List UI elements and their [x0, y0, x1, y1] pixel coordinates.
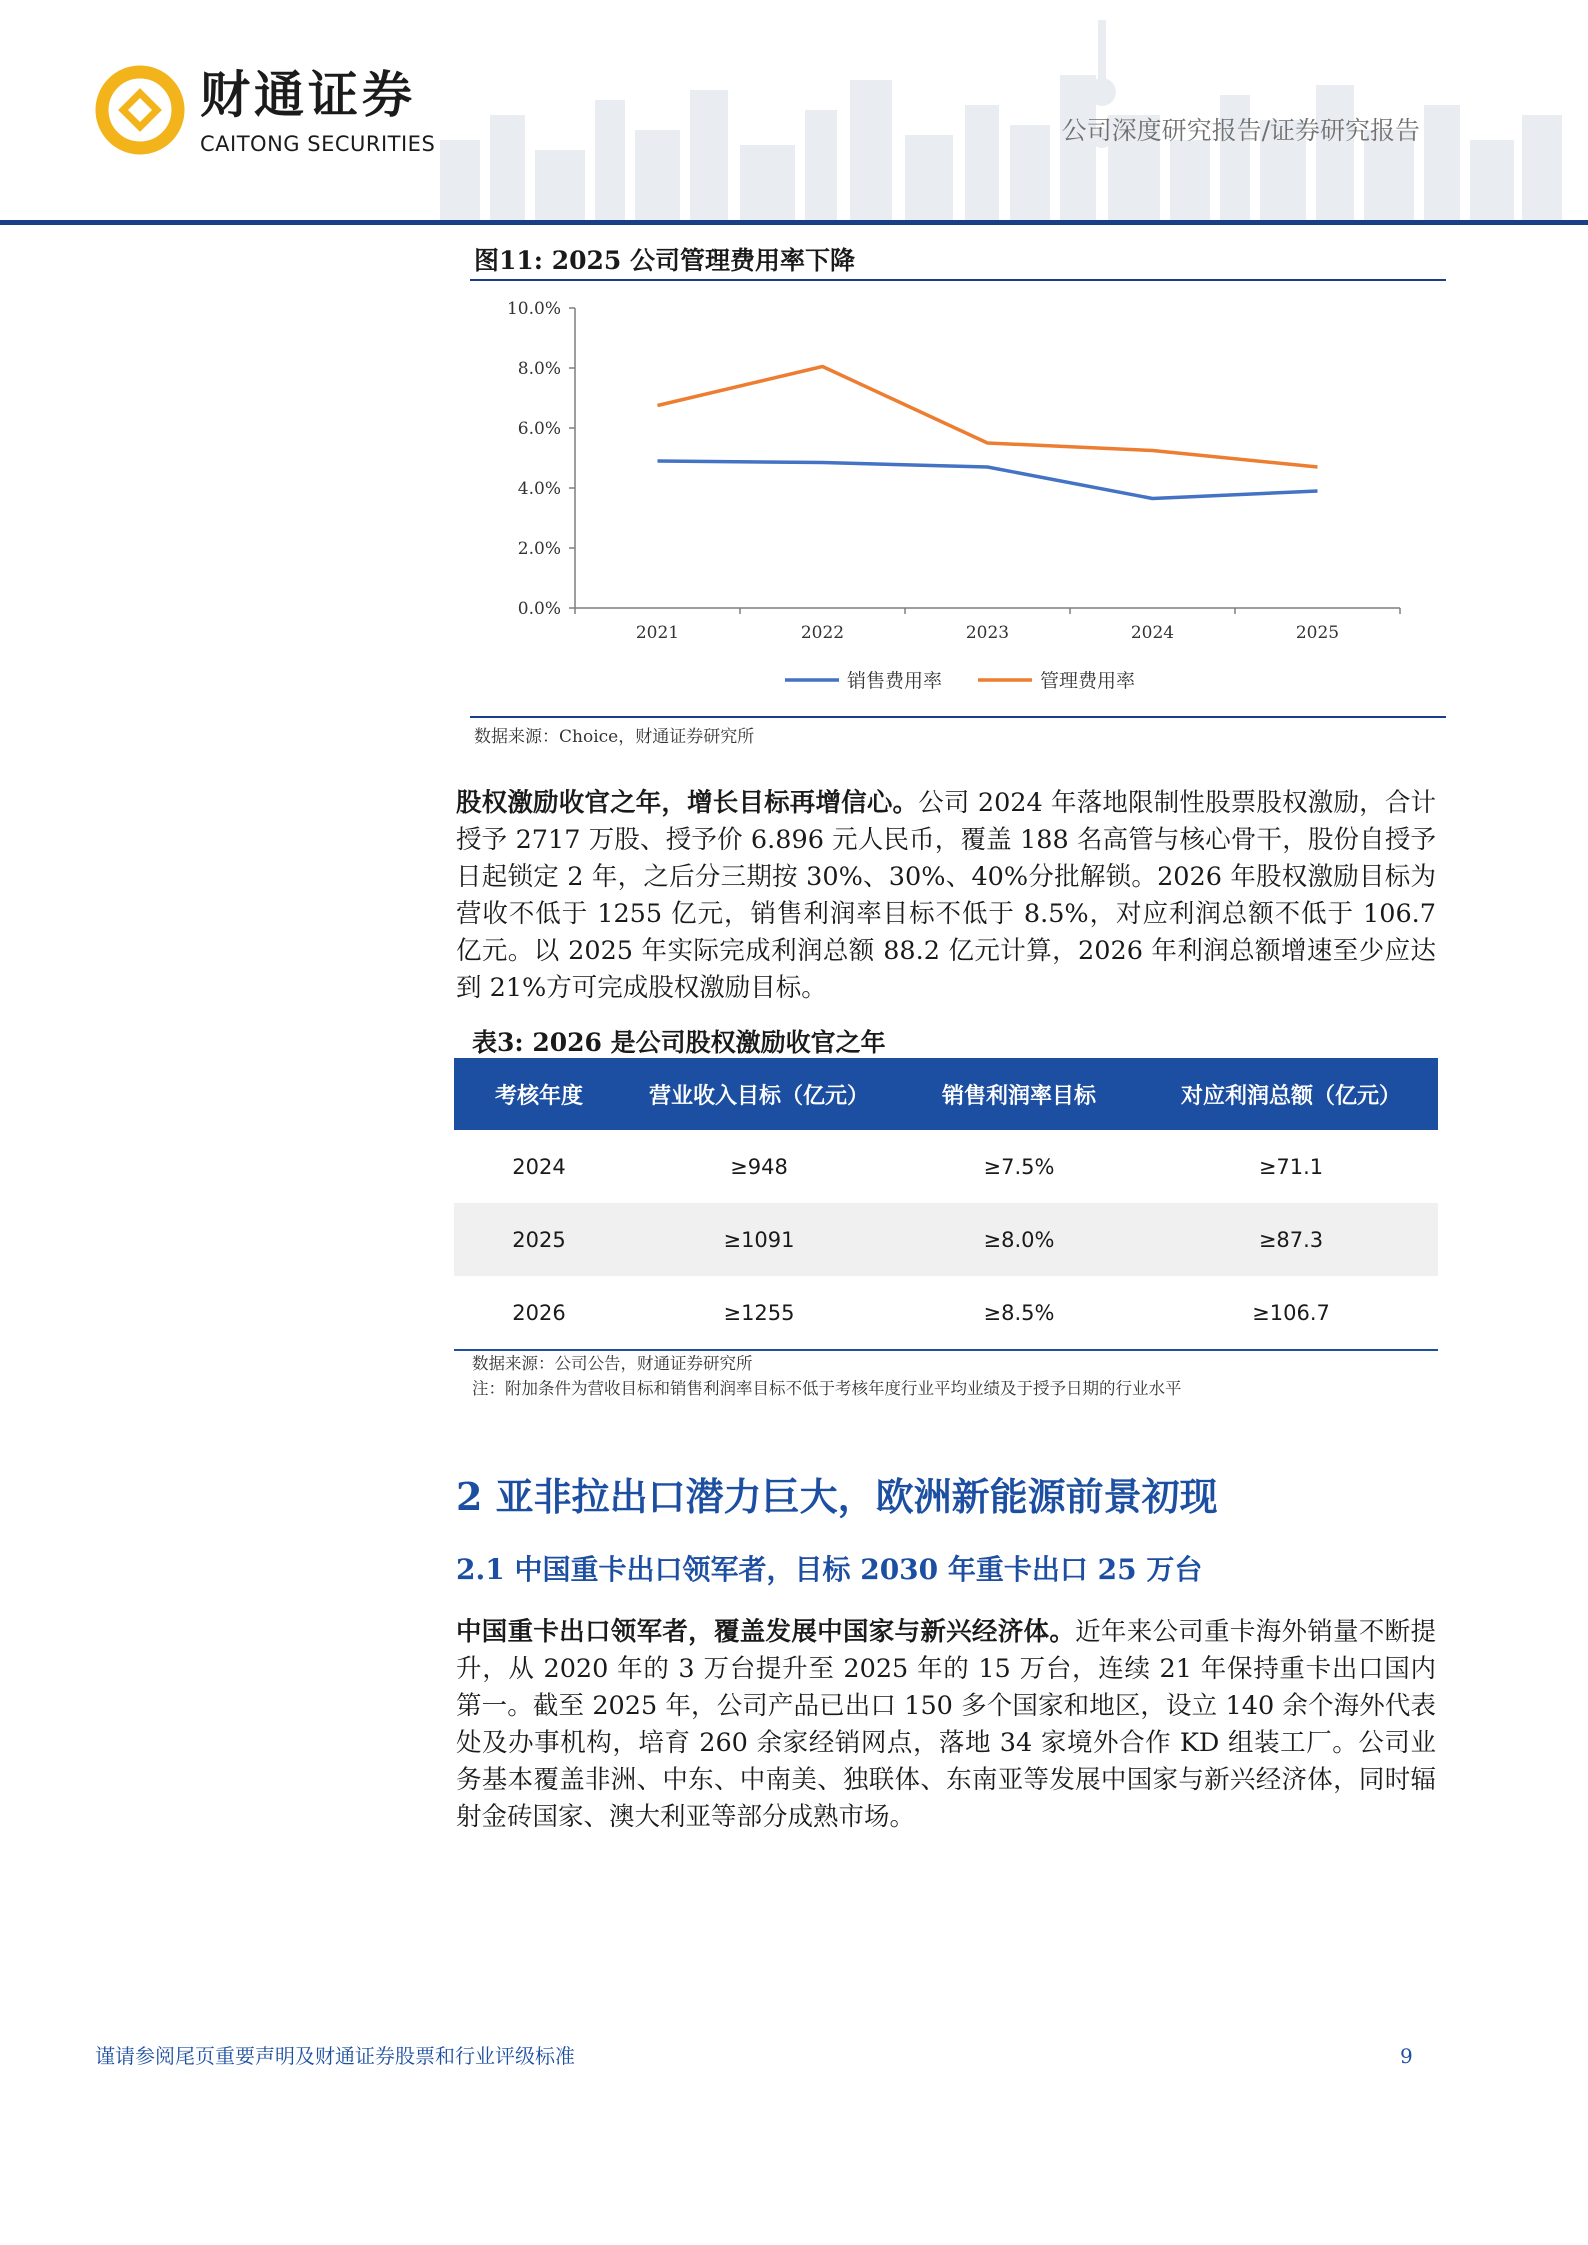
x-tick-label: 2025 — [1295, 623, 1340, 643]
table-note: 注：附加条件为营收目标和销售利润率目标不低于考核年度行业平均业绩及于授予日期的行业水平 — [472, 1379, 1182, 1398]
caitong-logo-icon — [92, 62, 188, 158]
section-heading: 2 亚非拉出口潜力巨大，欧洲新能源前景初现 — [456, 1474, 1218, 1519]
subsection-heading: 2.1 中国重卡出口领军者，目标 2030 年重卡出口 25 万台 — [456, 1553, 1203, 1586]
table-cell: ≥8.5% — [983, 1300, 1055, 1325]
logo-english-text: CAITONG SECURITIES — [200, 132, 436, 156]
figure-top-rule — [470, 279, 1446, 281]
paragraph-export-leader — [456, 1614, 1436, 1836]
y-tick-label: 0.0% — [517, 599, 561, 619]
table-header-cell: 营业收入目标（亿元） — [624, 1058, 894, 1130]
table-header-cell: 考核年度 — [454, 1058, 624, 1130]
table-title: 表3: 2026 是公司股权激励收官之年 — [472, 1028, 886, 1057]
series-line-1 — [658, 461, 1318, 499]
y-tick-label: 2.0% — [517, 539, 561, 559]
paragraph-lead: 中国重卡出口领军者，覆盖发展中国家与新兴经济体。 — [456, 1617, 1076, 1647]
table-cell: ≥7.5% — [983, 1154, 1055, 1179]
x-tick-label: 2023 — [965, 623, 1010, 643]
table-cell: ≥8.0% — [894, 1203, 1144, 1276]
table-cell: ≥71.1 — [1258, 1154, 1324, 1179]
x-tick-label: 2022 — [800, 623, 845, 643]
table-cell: ≥87.3 — [1144, 1203, 1438, 1276]
incentive-target-table — [454, 1058, 1438, 1349]
paragraph-lead: 股权激励收官之年，增长目标再增信心。 — [456, 788, 919, 818]
table-source: 数据来源：公司公告，财通证券研究所 — [472, 1354, 753, 1373]
legend-label: 销售费用率 — [847, 670, 943, 692]
table-cell: ≥106.7 — [1252, 1300, 1330, 1325]
figure-title: 图11: 2025 公司管理费用率下降 — [474, 246, 856, 275]
table-cell: ≥948 — [730, 1154, 788, 1179]
y-tick-label: 6.0% — [517, 419, 561, 439]
paragraph-body: 近年来公司重卡海外销量不断提升，从 2020 年的 3 万台提升至 2025 年的 15 万台，连续 21 年保持重卡出口国内第一。截至 2025 年，公司产品已出口 150 多个国家和地区，设立 140 余个海外代表处及办事机构，培育 260 余家经销网点，落地 34 家境外合作 KD 组装工厂。公司业务基本覆盖非洲、中东、中南美、独联体、东南亚等发展中国家与新兴经济体，同时辐射金砖国家、澳大利亚等部分成熟市场。 — [456, 1617, 1436, 1832]
page-number: 9 — [1400, 2044, 1413, 2068]
table-header-cell: 对应利润总额（亿元） — [1144, 1058, 1438, 1130]
table-row — [454, 1203, 1438, 1276]
table-header-cell: 销售利润率目标 — [894, 1058, 1144, 1130]
table-cell: 2026 — [512, 1300, 566, 1325]
figure-source: 数据来源：Choice，财通证券研究所 — [474, 727, 755, 747]
table-bottom-rule — [454, 1349, 1438, 1351]
expense-ratio-line-chart — [470, 284, 1446, 714]
page-header — [0, 0, 1588, 230]
x-tick-label: 2024 — [1130, 623, 1175, 643]
header-divider — [0, 220, 1588, 225]
y-tick-label: 8.0% — [517, 359, 561, 379]
paragraph-equity-incentive — [456, 785, 1436, 1007]
footer-disclaimer: 谨请参阅尾页重要声明及财通证券股票和行业评级标准 — [95, 2044, 575, 2068]
y-tick-label: 10.0% — [506, 299, 561, 319]
legend-label: 管理费用率 — [1040, 670, 1136, 692]
x-tick-label: 2021 — [635, 623, 680, 643]
table-row — [454, 1276, 1438, 1349]
report-type-label: 公司深度研究报告/证券研究报告 — [1061, 116, 1420, 145]
series-line-2 — [658, 367, 1318, 468]
figure-bottom-rule — [470, 716, 1446, 718]
table-row — [454, 1130, 1438, 1203]
table-cell: ≥1255 — [723, 1300, 795, 1325]
table-cell: 2025 — [454, 1203, 624, 1276]
y-tick-label: 4.0% — [517, 479, 561, 499]
table-cell: ≥1091 — [624, 1203, 894, 1276]
paragraph-body: 公司 2024 年落地限制性股票股权激励，合计授予 2717 万股、授予价 6.896 元人民币，覆盖 188 名高管与核心骨干，股份自授予日起锁定 2 年，之后分三期按 30%、30%、40%分批解锁。2026 年股权激励目标为营收不低于 1255 亿元，销售利润率目标不低于 8.5%，对应利润总额不低于 106.7 亿元。以 2025 年实际完成利润总额 88.2 亿元计算，2026 年利润总额增速至少应达到 21%方可完成股权激励目标。 — [456, 788, 1436, 1003]
logo-chinese-text: 财通证券 — [200, 66, 416, 124]
table-cell: 2024 — [512, 1154, 566, 1179]
table-header-row — [454, 1058, 1438, 1130]
